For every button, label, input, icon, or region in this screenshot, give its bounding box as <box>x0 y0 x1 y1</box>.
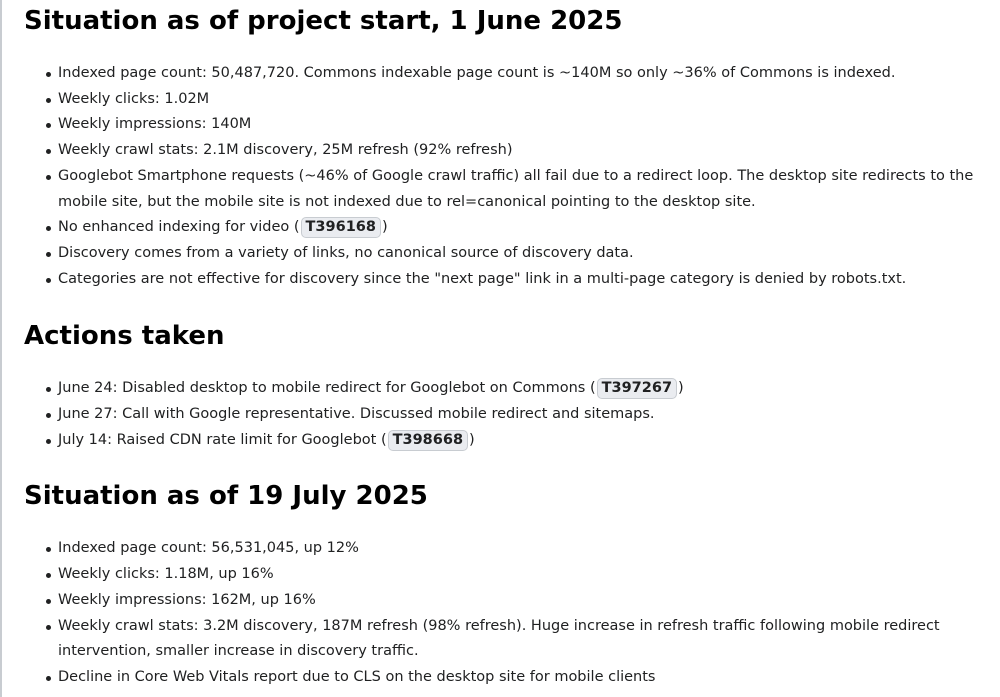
list-item: Weekly crawl stats: 2.1M discovery, 25M refresh (92% refresh) <box>24 138 996 164</box>
section-heading-project-start: Situation as of project start, 1 June 2025 <box>24 6 623 36</box>
list-item: June 27: Call with Google representative. Discussed mobile redirect and sitemaps. <box>24 402 996 428</box>
list-item <box>24 428 996 454</box>
list-item: Categories are not effective for discovery since the "next page" link in a multi-page category is denied by robots.txt. <box>24 267 996 293</box>
list-item-text: ) <box>469 431 475 448</box>
list-item-text: July 14: Raised CDN rate limit for Googlebot ( <box>58 431 387 448</box>
list-item-text: ) <box>381 219 388 236</box>
task-link-t398668[interactable]: T398668 <box>388 430 468 451</box>
task-link-t397267[interactable]: T397267 <box>597 378 677 399</box>
list-item-text: ) <box>678 380 684 397</box>
list-item: Weekly clicks: 1.18M, up 16% <box>24 562 996 588</box>
list-item: Indexed page count: 56,531,045, up 12% <box>24 536 996 562</box>
actions-taken-list <box>24 376 996 453</box>
list-item: Weekly clicks: 1.02M <box>24 87 996 113</box>
list-item: Googlebot Smartphone requests (~46% of Google crawl traffic) all fail due to a redirect loop. The desktop site redirects to the mobile site, but the mobile site is not indexed due to rel=canonical pointing to the desktop site. <box>24 164 996 215</box>
list-item: Weekly impressions: 162M, up 16% <box>24 588 996 614</box>
july-situation-list <box>24 536 996 690</box>
task-link-t396168[interactable]: T396168 <box>301 217 381 238</box>
section-heading-actions-taken: Actions taken <box>24 321 225 352</box>
list-item: Discovery comes from a variety of links, no canonical source of discovery data. <box>24 241 996 267</box>
list-item: Decline in Core Web Vitals report due to CLS on the desktop site for mobile clients <box>24 665 996 691</box>
list-item-text: No enhanced indexing for video ( <box>58 219 300 236</box>
list-item: Weekly impressions: 140M <box>24 112 996 138</box>
list-item <box>24 215 996 241</box>
section-heading-july-situation: Situation as of 19 July 2025 <box>24 481 428 512</box>
list-item: Indexed page count: 50,487,720. Commons indexable page count is ~140M so only ~36% of Commons is indexed. <box>24 61 996 87</box>
page-left-border <box>0 0 2 697</box>
report-content <box>24 0 996 691</box>
list-item <box>24 376 996 402</box>
list-item-text: June 24: Disabled desktop to mobile redirect for Googlebot on Commons ( <box>58 380 596 397</box>
list-item: Weekly crawl stats: 3.2M discovery, 187M refresh (98% refresh). Huge increase in refresh traffic following mobile redirect intervention, smaller increase in discovery traffic. <box>24 614 996 665</box>
project-start-list <box>24 61 996 292</box>
